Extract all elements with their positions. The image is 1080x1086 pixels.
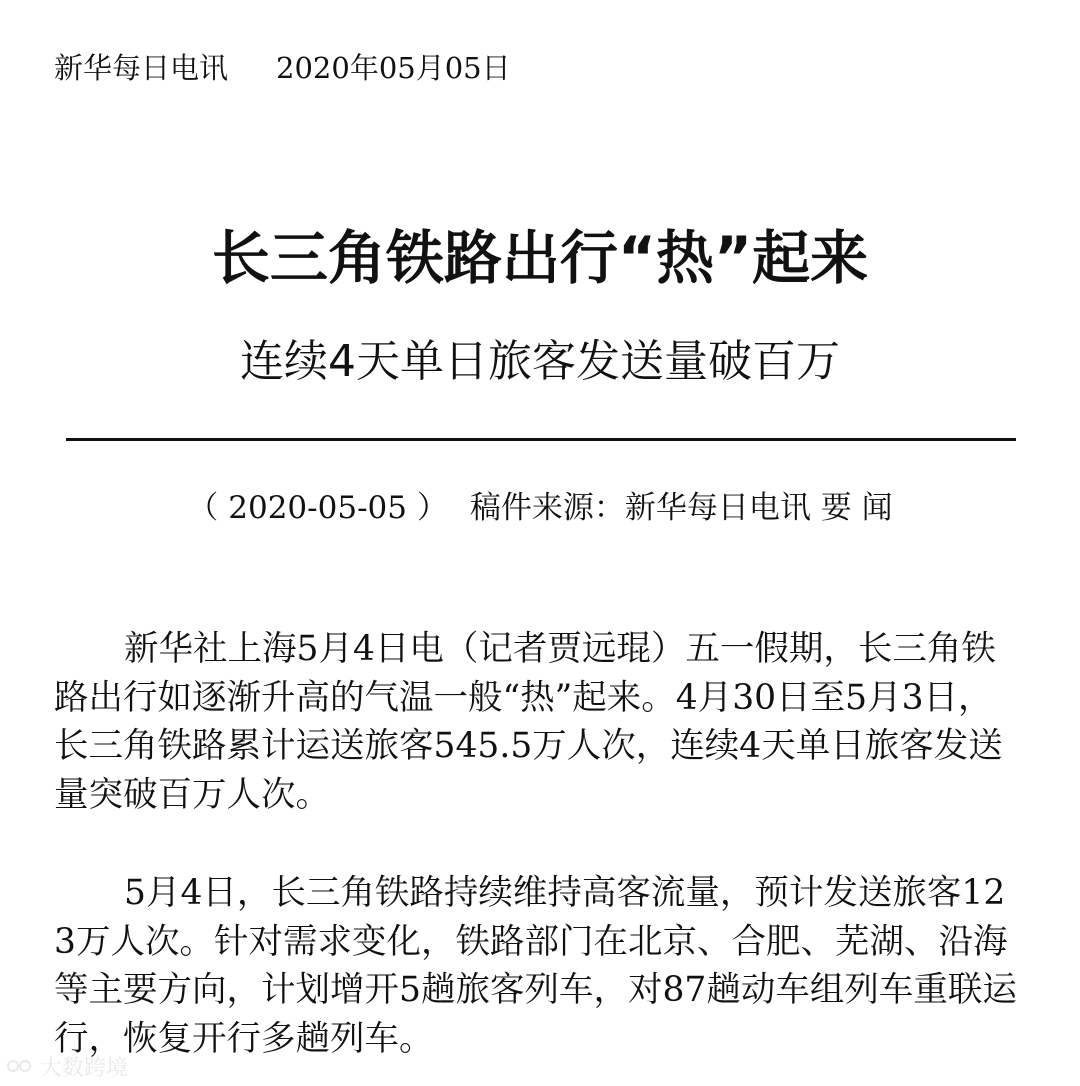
dateline [54, 48, 511, 88]
dateline-date: 2020年05月05日 [276, 51, 511, 85]
meta-source: 稿件来源：新华每日电讯 要 闻 [469, 490, 893, 526]
article-meta [0, 486, 1080, 530]
article-headline: 长三角铁路出行“热”起来 [211, 224, 869, 292]
article-paragraph: 新华社上海5月4日电（记者贾远琨）五一假期，长三角铁路出行如逐渐升高的气温一般“热”起来。4月30日至5月3日，长三角铁路累计运送旅客545.5万人次，连续4天单日旅客发送量突破百万人次。 [54, 629, 1003, 815]
watermark-text: 大数跨境 [40, 1055, 129, 1081]
meta-date: （ 2020-05-05 ） [187, 490, 448, 526]
app-logo-icon [6, 1055, 34, 1077]
divider-rule [66, 438, 1016, 441]
article-subheadline: 连续4天单日旅客发送量破百万 [240, 336, 840, 387]
dateline-source: 新华每日电讯 [54, 51, 229, 85]
article-paragraph: 5月4日，长三角铁路持续维持高客流量，预计发送旅客123万人次。针对需求变化，铁路部门在北京、合肥、芜湖、沿海等主要方向，计划增开5趟旅客列车，对87趟动车组列车重联运行，恢复开行多趟列车。 [54, 873, 1017, 1059]
watermark [6, 1049, 128, 1083]
